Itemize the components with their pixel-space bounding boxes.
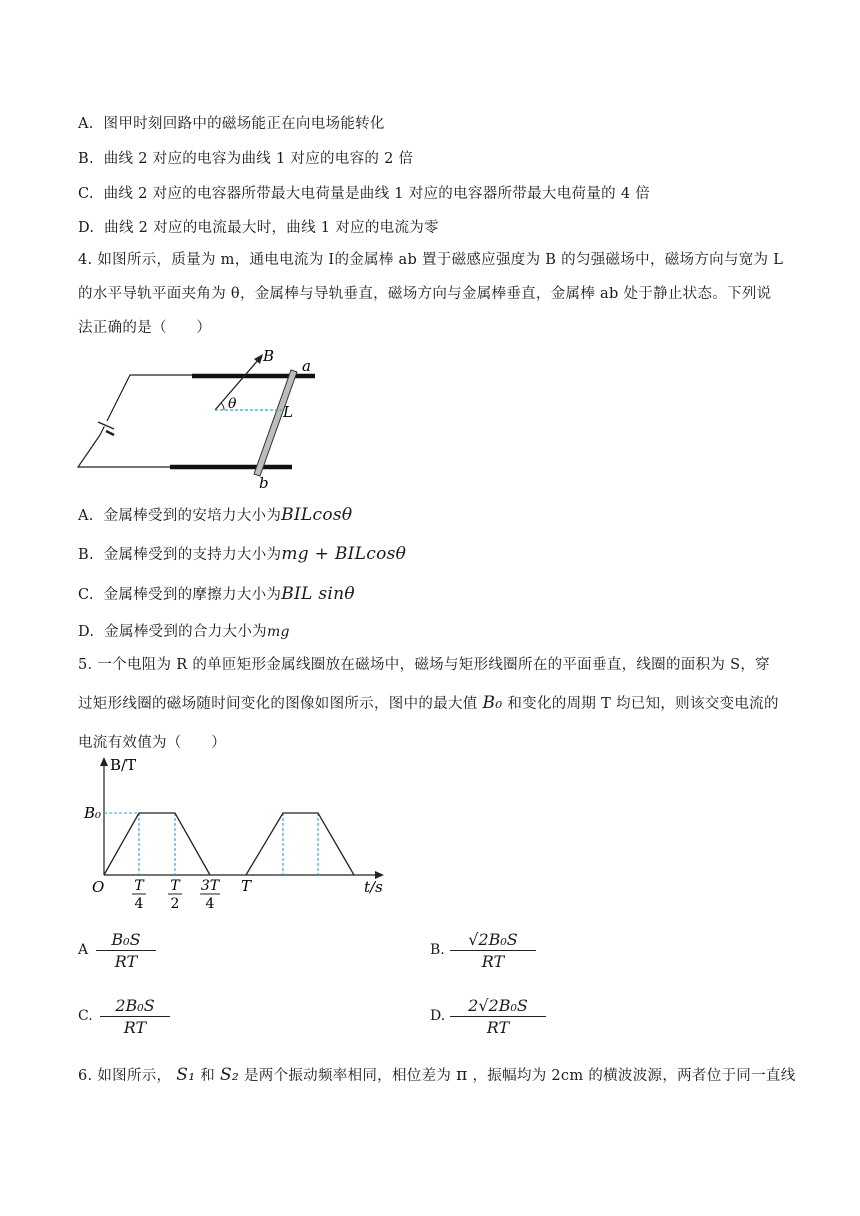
y-axis-label: B/T: [110, 756, 137, 774]
q4-option-d: D. 金属棒受到的合力大小为mg: [78, 624, 290, 640]
wire-bottom: [78, 435, 170, 467]
q4-stem-line2: 的水平导轨平面夹角为 θ，金属棒与导轨垂直，磁场方向与金属棒垂直，金属棒 ab 处于静止状态。下列说: [78, 286, 772, 302]
svg-text:4: 4: [205, 896, 215, 912]
tick-t-over-2: [168, 878, 182, 912]
q3-option-c: C. 曲线 2 对应的电容器所带最大电荷量是曲线 1 对应的电容器所带最大电荷量的 4 倍: [78, 186, 651, 202]
q5-stem-line2: 过矩形线圈的磁场随时间变化的图像如图所示，图中的最大值 B₀ 和变化的周期 T 均已知，则该交变电流的: [78, 693, 779, 713]
q5-b-t-graph: [80, 757, 390, 917]
q4-option-a: A. 金属棒受到的安培力大小为BILcosθ: [78, 505, 353, 525]
tick-t: T: [240, 877, 252, 895]
y-arrow-icon: [100, 757, 108, 766]
q6-stem-line1: 6. 如图所示， S₁ 和 S₂ 是两个振动频率相同，相位差为 π ，振幅均为 2cm 的横波波源，两者位于同一直线: [78, 1065, 796, 1085]
origin-label: O: [92, 878, 105, 896]
label-l: L: [283, 403, 293, 421]
theta-arc: [221, 403, 224, 410]
q4-stem-line3: 法正确的是（ ）: [78, 320, 212, 336]
svg-text:2: 2: [170, 896, 180, 912]
label-a: a: [302, 357, 311, 375]
metal-rod: [254, 370, 297, 476]
tick-3t-over-4: [200, 878, 221, 912]
svg-text:T: T: [134, 878, 144, 894]
waveform-period-1: [104, 813, 210, 875]
label-b-end: b: [259, 474, 269, 492]
label-theta: θ: [228, 396, 237, 412]
q3-option-b: B. 曲线 2 对应的电容为曲线 1 对应的电容的 2 倍: [78, 151, 414, 167]
q5-stem-line3: 电流有效值为（ ）: [78, 735, 226, 751]
svg-text:4: 4: [134, 896, 144, 912]
svg-text:3T: 3T: [200, 878, 220, 894]
b-field-arrow: [215, 359, 259, 410]
x-axis-label: t/s: [364, 878, 383, 896]
q3-option-d: D. 曲线 2 对应的电流最大时，曲线 1 对应的电流为零: [78, 220, 439, 236]
q4-option-c: C. 金属棒受到的摩擦力大小为BIL sinθ: [78, 584, 355, 604]
b0-tick-label: B₀: [84, 804, 102, 822]
q4-stem-line1: 4. 如图所示，质量为 m，通电电流为 I的金属棒 ab 置于磁感应强度为 B 的匀强磁场中，磁场方向与宽为 L: [78, 252, 784, 268]
q5-stem-line1: 5. 一个电阻为 R 的单匝矩形金属线圈放在磁场中，磁场与矩形线圈所在的平面垂直，线圈的面积为 S，穿: [78, 657, 770, 673]
waveform-period-2: [246, 813, 354, 875]
svg-text:T: T: [170, 878, 180, 894]
q4-option-b: B. 金属棒受到的支持力大小为mg + BILcosθ: [78, 544, 407, 564]
tick-t-over-4: [132, 878, 146, 912]
label-b-field: B: [263, 347, 275, 365]
q4-rail-figure: [70, 345, 410, 495]
q3-option-a: A. 图甲时刻回路中的磁场能正在向电场能转化: [78, 116, 385, 132]
